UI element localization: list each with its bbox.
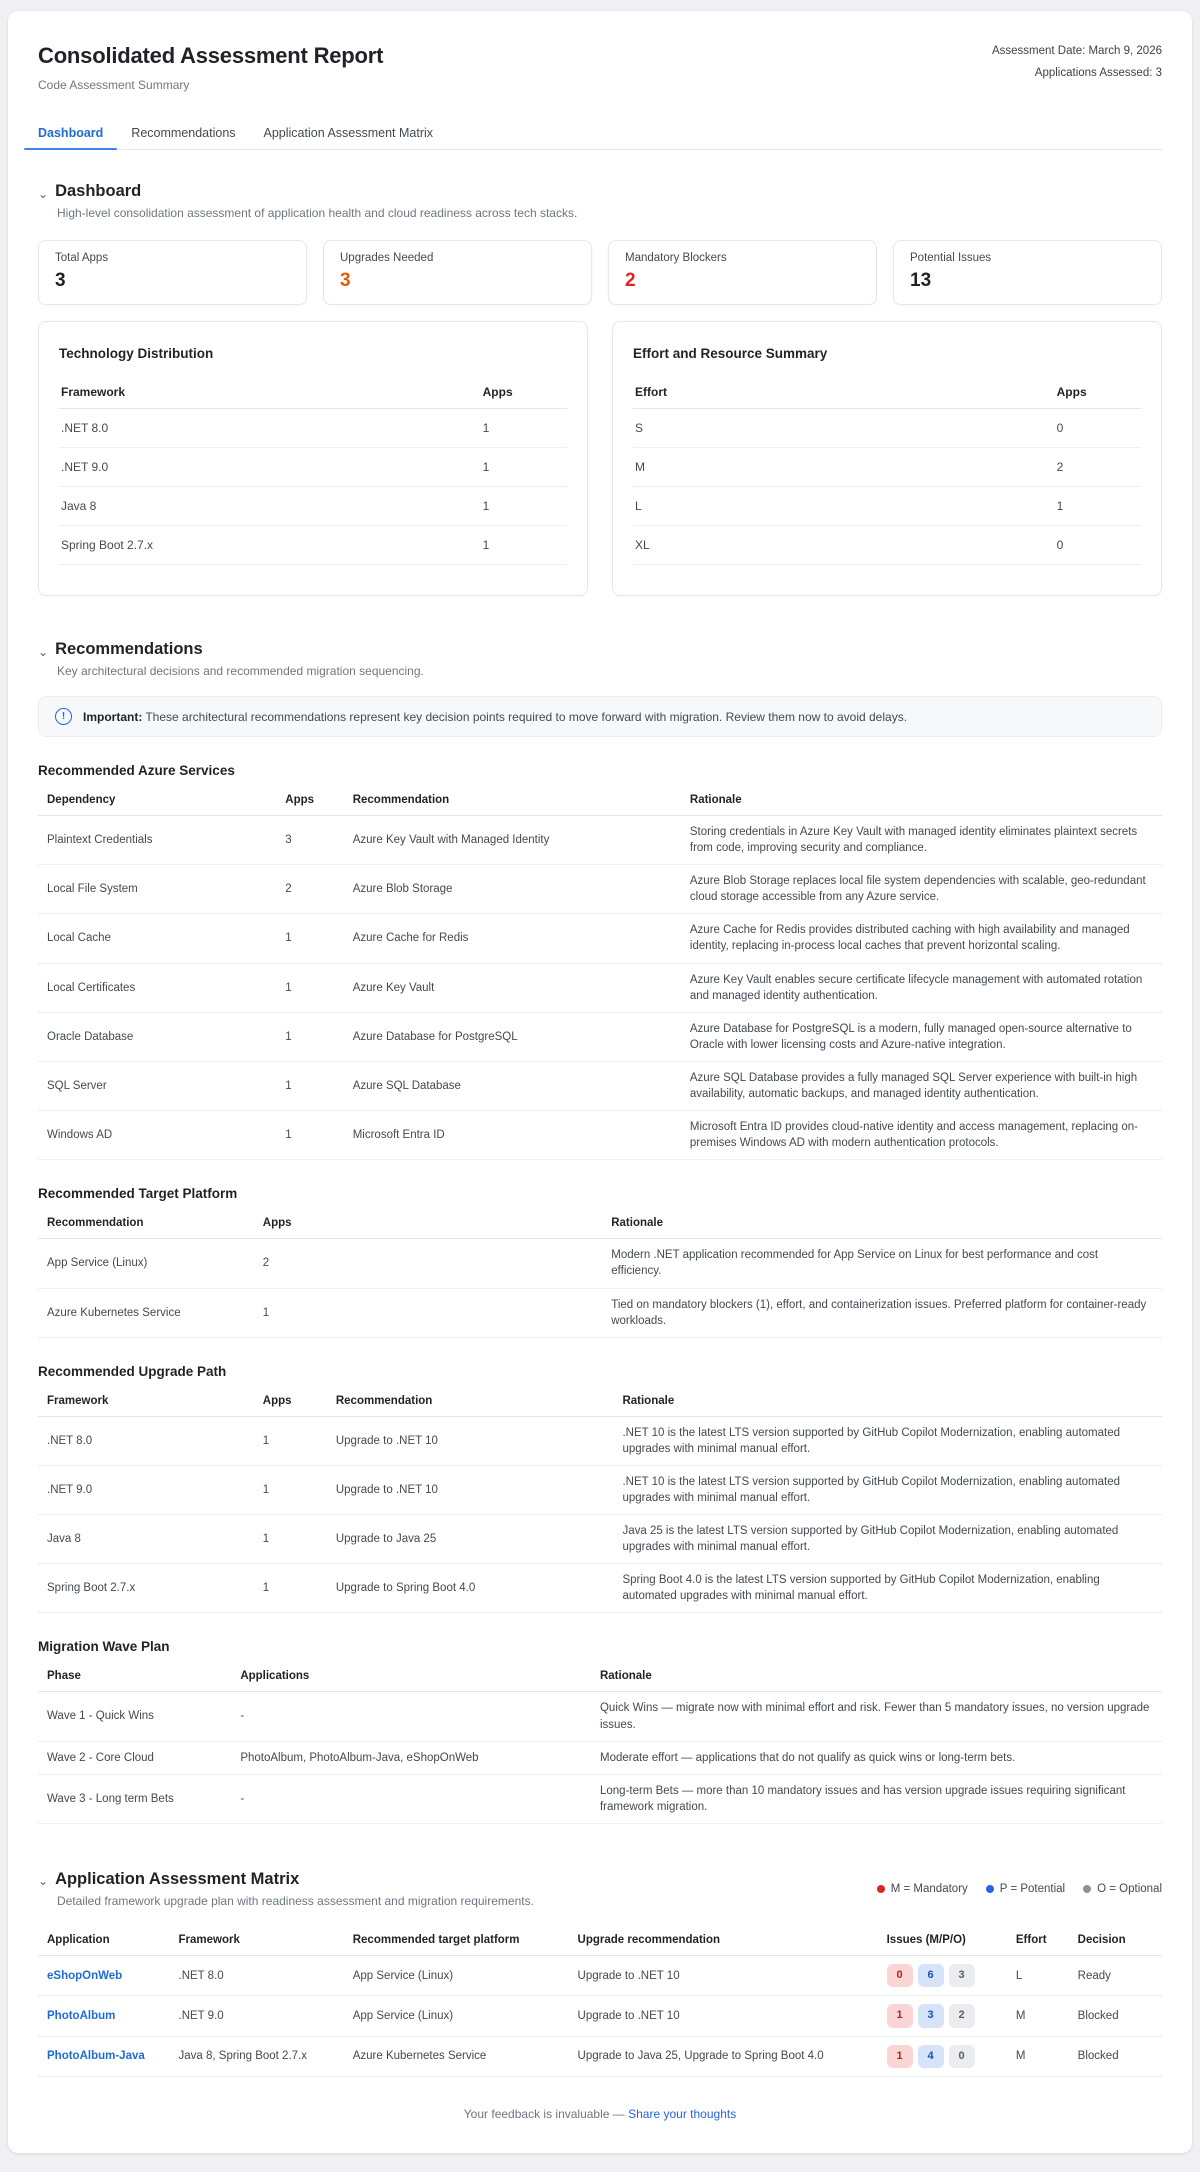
- stat-label: Total Apps: [55, 252, 109, 264]
- potential-dot-icon: [986, 1885, 994, 1893]
- column-header: Applications: [240, 1662, 600, 1692]
- feedback-footer: [38, 2077, 1162, 2127]
- phase-cell: Wave 3 - Long term Bets: [38, 1774, 240, 1823]
- badge-optional: 3: [949, 1964, 975, 1987]
- recommendation-cell: Azure Database for PostgreSQL: [353, 1012, 690, 1061]
- rationale-cell: Azure Blob Storage replaces local file system dependencies with scalable, geo-redundant cloud storage accessible from any Azure service.: [690, 865, 1162, 914]
- table-row: [59, 448, 567, 487]
- assessment-date: Assessment Date: March 9, 2026: [991, 45, 1162, 57]
- effort-summary-table: [633, 377, 1141, 565]
- effort-cell: M: [1016, 1996, 1078, 2036]
- column-header: Apps: [481, 377, 567, 409]
- recommendation-cell: Azure SQL Database: [353, 1061, 690, 1110]
- column-header: Rationale: [622, 1387, 1162, 1417]
- recommendation-cell: Upgrade to .NET 10: [336, 1465, 623, 1514]
- apps-cell: 1: [1055, 487, 1141, 526]
- dependency-cell: SQL Server: [38, 1061, 285, 1110]
- issues-cell: [887, 1996, 1016, 2036]
- column-header: Rationale: [611, 1209, 1162, 1239]
- framework-cell: .NET 8.0: [38, 1416, 263, 1465]
- footer-text: Your feedback is invaluable —: [463, 2107, 625, 2122]
- column-header: Rationale: [690, 786, 1162, 816]
- recommendation-cell: Azure Key Vault: [353, 963, 690, 1012]
- framework-cell: .NET 8.0: [59, 409, 481, 448]
- column-header: Framework: [38, 1387, 263, 1417]
- table-row: [38, 1061, 1162, 1110]
- rationale-cell: Moderate effort — applications that do not qualify as quick wins or long-term bets.: [600, 1741, 1162, 1774]
- table-row: [38, 1416, 1162, 1465]
- azure-services-title: Recommended Azure Services: [38, 763, 235, 778]
- decision-cell: Blocked: [1078, 2036, 1162, 2076]
- legend-optional: O = Optional: [1083, 1883, 1162, 1895]
- upgrade-path-table: [38, 1387, 1162, 1614]
- panel-row: [38, 321, 1162, 596]
- table-row: [38, 963, 1162, 1012]
- rationale-cell: Long-term Bets — more than 10 mandatory issues and has version upgrade issues requiring significant framework migration.: [600, 1774, 1162, 1823]
- column-header: Issues (M/P/O): [887, 1926, 1016, 1956]
- recommendation-cell: Azure Cache for Redis: [353, 914, 690, 963]
- rationale-cell: Azure SQL Database provides a fully managed SQL Server experience with built-in high availability, automatic backups, and managed identity authentication.: [690, 1061, 1162, 1110]
- column-header: Recommendation: [353, 786, 690, 816]
- stat-value: 2: [625, 270, 636, 291]
- rationale-cell: .NET 10 is the latest LTS version supported by GitHub Copilot Modernization, enabling automated upgrades with minimal manual effort.: [622, 1465, 1162, 1514]
- recommendations-section-description: Key architectural decisions and recommended migration sequencing.: [57, 664, 424, 678]
- effort-cell: M: [1016, 2036, 1078, 2076]
- column-header: Phase: [38, 1662, 240, 1692]
- upgrade-path-title: Recommended Upgrade Path: [38, 1363, 227, 1379]
- apps-cell: 1: [481, 409, 567, 448]
- decision-cell: Ready: [1078, 1955, 1162, 1995]
- apps-cell: 1: [263, 1465, 336, 1514]
- page-title: Consolidated Assessment Report: [38, 43, 384, 68]
- framework-cell: Java 8: [59, 487, 481, 526]
- dashboard-section-description: High-level consolidation assessment of application health and cloud readiness across tech stacks.: [57, 206, 578, 220]
- upgrade-cell: Upgrade to .NET 10: [578, 1996, 887, 2036]
- apps-cell: 2: [263, 1239, 611, 1288]
- rationale-cell: .NET 10 is the latest LTS version supported by GitHub Copilot Modernization, enabling automated upgrades with minimal manual effort.: [622, 1416, 1162, 1465]
- issues-legend: [877, 1883, 1162, 1895]
- application-link[interactable]: eShopOnWeb: [47, 1969, 123, 1982]
- tab-dashboard[interactable]: Dashboard: [24, 118, 117, 149]
- table-row: [38, 1515, 1162, 1564]
- stat-card-total-apps: [38, 240, 307, 305]
- table-row: [38, 1465, 1162, 1514]
- table-row: [38, 1774, 1162, 1823]
- framework-cell: Spring Boot 2.7.x: [59, 526, 481, 565]
- important-banner: [38, 696, 1162, 737]
- column-header: Framework: [179, 1926, 353, 1956]
- apps-cell: 1: [481, 448, 567, 487]
- chevron-down-icon[interactable]: ⌄: [38, 644, 49, 659]
- effort-cell: S: [633, 409, 1055, 448]
- table-row: [59, 409, 567, 448]
- upgrade-cell: Upgrade to .NET 10: [578, 1955, 887, 1995]
- stat-label: Upgrades Needed: [340, 252, 434, 264]
- chevron-down-icon[interactable]: ⌄: [38, 1874, 49, 1889]
- panel-title: Technology Distribution: [59, 346, 214, 361]
- framework-cell: .NET 9.0: [179, 1996, 353, 2036]
- target-platform-title: Recommended Target Platform: [38, 1186, 238, 1202]
- issues-cell: [887, 1955, 1016, 1995]
- target-platform-table: [38, 1209, 1162, 1337]
- framework-cell: Spring Boot 2.7.x: [38, 1564, 263, 1613]
- legend-potential: P = Potential: [986, 1883, 1065, 1895]
- stat-card-upgrades-needed: [323, 240, 592, 305]
- optional-dot-icon: [1083, 1885, 1091, 1893]
- application-link[interactable]: PhotoAlbum: [47, 2009, 116, 2022]
- dependency-cell: Local File System: [38, 865, 285, 914]
- effort-cell: XL: [633, 526, 1055, 565]
- badge-optional: 0: [949, 2045, 975, 2068]
- recommendation-cell: Upgrade to Java 25: [336, 1515, 623, 1564]
- apps-cell: 1: [263, 1564, 336, 1613]
- recommendation-cell: Azure Blob Storage: [353, 865, 690, 914]
- dependency-cell: Oracle Database: [38, 1012, 285, 1061]
- effort-cell: M: [633, 448, 1055, 487]
- apps-cell: 1: [285, 963, 352, 1012]
- phase-cell: Wave 1 - Quick Wins: [38, 1692, 240, 1741]
- badge-mandatory: 0: [887, 1964, 913, 1987]
- rationale-cell: Azure Database for PostgreSQL is a modern, fully managed open-source alternative to Oracle with lower licensing costs and Azure-native integration.: [690, 1012, 1162, 1061]
- column-header: Dependency: [38, 786, 285, 816]
- table-row: [38, 1012, 1162, 1061]
- report-card: [8, 11, 1192, 2153]
- upgrade-cell: Upgrade to Java 25, Upgrade to Spring Boot 4.0: [578, 2036, 887, 2076]
- rationale-cell: Storing credentials in Azure Key Vault with managed identity eliminates plaintext secrets from code, improving security and compliance.: [690, 816, 1162, 865]
- column-header: Framework: [59, 377, 481, 409]
- column-header: Apps: [263, 1209, 611, 1239]
- table-row: [633, 448, 1141, 487]
- table-row: [38, 2036, 1162, 2076]
- apps-cell: 3: [285, 816, 352, 865]
- stat-card-mandatory-blockers: [608, 240, 877, 305]
- stat-label: Potential Issues: [910, 252, 992, 264]
- recommendation-cell: Azure Key Vault with Managed Identity: [353, 816, 690, 865]
- header-left: [38, 39, 383, 92]
- page-subtitle: Code Assessment Summary: [38, 78, 190, 92]
- effort-summary-panel: [612, 321, 1162, 596]
- stat-value: 3: [340, 270, 351, 291]
- apps-cell: 1: [285, 1012, 352, 1061]
- matrix-section: [38, 1824, 1162, 2077]
- rationale-cell: Quick Wins — migrate now with minimal effort and risk. Fewer than 5 mandatory issues, no version upgrade issues.: [600, 1692, 1162, 1741]
- apps-cell: 0: [1055, 409, 1141, 448]
- table-row: [633, 409, 1141, 448]
- stat-card-potential-issues: [893, 240, 1162, 305]
- dependency-cell: Plaintext Credentials: [38, 816, 285, 865]
- chevron-down-icon[interactable]: ⌄: [38, 186, 49, 201]
- rationale-cell: Java 25 is the latest LTS version supported by GitHub Copilot Modernization, enabling automated upgrades with minimal manual effort.: [622, 1515, 1162, 1564]
- column-header: Upgrade recommendation: [578, 1926, 887, 1956]
- dashboard-section-title: Dashboard: [55, 182, 142, 200]
- recommendation-cell: Upgrade to Spring Boot 4.0: [336, 1564, 623, 1613]
- recommendation-cell: App Service (Linux): [38, 1239, 263, 1288]
- table-row: [38, 1741, 1162, 1774]
- badge-potential: 4: [918, 2045, 944, 2068]
- dependency-cell: Local Cache: [38, 914, 285, 963]
- effort-cell: L: [633, 487, 1055, 526]
- tab-application-assessment-matrix[interactable]: Application Assessment Matrix: [263, 126, 434, 140]
- framework-cell: .NET 9.0: [59, 448, 481, 487]
- effort-cell: L: [1016, 1955, 1078, 1995]
- table-row: [38, 865, 1162, 914]
- panel-title: Effort and Resource Summary: [633, 346, 828, 361]
- dashboard-section: [38, 182, 1162, 596]
- decision-cell: Blocked: [1078, 1996, 1162, 2036]
- legend-mandatory: M = Mandatory: [877, 1883, 968, 1895]
- apps-cell: 1: [263, 1515, 336, 1564]
- column-header: Rationale: [600, 1662, 1162, 1692]
- applications-assessed: Applications Assessed: 3: [1034, 66, 1162, 79]
- framework-cell: .NET 9.0: [38, 1465, 263, 1514]
- apps-cell: 1: [263, 1416, 336, 1465]
- column-header: Recommendation: [336, 1387, 623, 1417]
- column-header: Effort: [633, 377, 1055, 409]
- stat-row: [38, 240, 1162, 305]
- technology-distribution-panel: [38, 321, 588, 596]
- tab-recommendations[interactable]: Recommendations: [131, 126, 236, 140]
- table-row: [38, 1239, 1162, 1288]
- wave-plan-table: [38, 1662, 1162, 1823]
- column-header: Recommendation: [38, 1209, 263, 1239]
- matrix-section-description: Detailed framework upgrade plan with readiness assessment and migration requirements.: [57, 1893, 534, 1908]
- column-header: Apps: [263, 1387, 336, 1417]
- column-header: Recommended target platform: [353, 1926, 578, 1956]
- rationale-cell: Microsoft Entra ID provides cloud-native identity and access management, replacing on-premises Windows AD with modern authentication protocols.: [690, 1111, 1162, 1160]
- badge-optional: 2: [949, 2004, 975, 2027]
- table-row: [38, 816, 1162, 865]
- framework-cell: Java 8: [38, 1515, 263, 1564]
- column-header: Apps: [1055, 377, 1141, 409]
- apps-cell: 1: [285, 1061, 352, 1110]
- table-row: [59, 487, 567, 526]
- table-row: [38, 914, 1162, 963]
- technology-distribution-table: [59, 377, 567, 565]
- rationale-cell: Tied on mandatory blockers (1), effort, and containerization issues. Preferred platform for container-ready workloads.: [611, 1288, 1162, 1337]
- matrix-section-title: Application Assessment Matrix: [55, 1869, 300, 1888]
- badge-potential: 3: [918, 2004, 944, 2027]
- applications-cell: -: [240, 1692, 600, 1741]
- apps-cell: 1: [481, 487, 567, 526]
- table-row: [38, 1564, 1162, 1613]
- table-row: [633, 526, 1141, 565]
- recommendations-section: [38, 640, 1162, 1824]
- mandatory-dot-icon: [877, 1885, 885, 1893]
- table-row: [633, 487, 1141, 526]
- share-thoughts-link[interactable]: Share your thoughts: [628, 2107, 737, 2122]
- applications-cell: -: [240, 1774, 600, 1823]
- table-row: [38, 1996, 1162, 2036]
- apps-cell: 1: [285, 1111, 352, 1160]
- wave-plan-title: Migration Wave Plan: [38, 1639, 170, 1655]
- dependency-cell: Local Certificates: [38, 963, 285, 1012]
- phase-cell: Wave 2 - Core Cloud: [38, 1741, 240, 1774]
- rationale-cell: Modern .NET application recommended for App Service on Linux for best performance and cost efficiency.: [611, 1239, 1162, 1288]
- table-row: [59, 526, 567, 565]
- platform-cell: App Service (Linux): [353, 1996, 578, 2036]
- column-header: Decision: [1078, 1926, 1162, 1956]
- dependency-cell: Windows AD: [38, 1111, 285, 1160]
- column-header: Application: [38, 1926, 179, 1956]
- apps-cell: 2: [285, 865, 352, 914]
- stat-value: 3: [55, 270, 66, 291]
- recommendation-cell: Microsoft Entra ID: [353, 1111, 690, 1160]
- badge-potential: 6: [918, 1964, 944, 1987]
- table-row: [38, 1692, 1162, 1741]
- applications-cell: PhotoAlbum, PhotoAlbum-Java, eShopOnWeb: [240, 1741, 600, 1774]
- assessment-matrix-table: [38, 1926, 1162, 2077]
- rationale-cell: Azure Key Vault enables secure certificate lifecycle management with automated rotation and managed identity authentication.: [690, 963, 1162, 1012]
- recommendation-cell: Upgrade to .NET 10: [336, 1416, 623, 1465]
- framework-cell: .NET 8.0: [179, 1955, 353, 1995]
- table-row: [38, 1955, 1162, 1995]
- application-link[interactable]: PhotoAlbum-Java: [47, 2050, 145, 2063]
- column-header: Effort: [1016, 1926, 1078, 1956]
- apps-cell: 2: [1055, 448, 1141, 487]
- platform-cell: Azure Kubernetes Service: [353, 2036, 578, 2076]
- apps-cell: 1: [285, 914, 352, 963]
- recommendation-cell: Azure Kubernetes Service: [38, 1288, 263, 1337]
- table-row: [38, 1288, 1162, 1337]
- table-row: [38, 1111, 1162, 1160]
- framework-cell: Java 8, Spring Boot 2.7.x: [179, 2036, 353, 2076]
- stat-value: 13: [910, 270, 932, 291]
- badge-mandatory: 1: [887, 2045, 913, 2068]
- stat-label: Mandatory Blockers: [625, 252, 727, 264]
- issues-cell: [887, 2036, 1016, 2076]
- banner-text: Important: These architectural recommendations represent key decision points required to move forward with migration. Review them now to avoid delays.: [83, 709, 908, 724]
- apps-cell: 1: [263, 1288, 611, 1337]
- apps-cell: 1: [481, 526, 567, 565]
- badge-mandatory: 1: [887, 2004, 913, 2027]
- info-icon: !: [55, 708, 72, 725]
- azure-services-table: [38, 786, 1162, 1160]
- apps-cell: 0: [1055, 526, 1141, 565]
- rationale-cell: Spring Boot 4.0 is the latest LTS version supported by GitHub Copilot Modernization, enabling automated upgrades with minimal manual effort.: [622, 1564, 1162, 1613]
- rationale-cell: Azure Cache for Redis provides distributed caching with high availability and managed identity, replacing in-process local caches that prevent horizontal scaling.: [690, 914, 1162, 963]
- report-header: [38, 39, 1162, 92]
- header-meta: [992, 39, 1162, 85]
- recommendations-section-title: Recommendations: [55, 640, 203, 658]
- tab-bar: [24, 118, 1162, 150]
- column-header: Apps: [285, 786, 352, 816]
- platform-cell: App Service (Linux): [353, 1955, 578, 1995]
